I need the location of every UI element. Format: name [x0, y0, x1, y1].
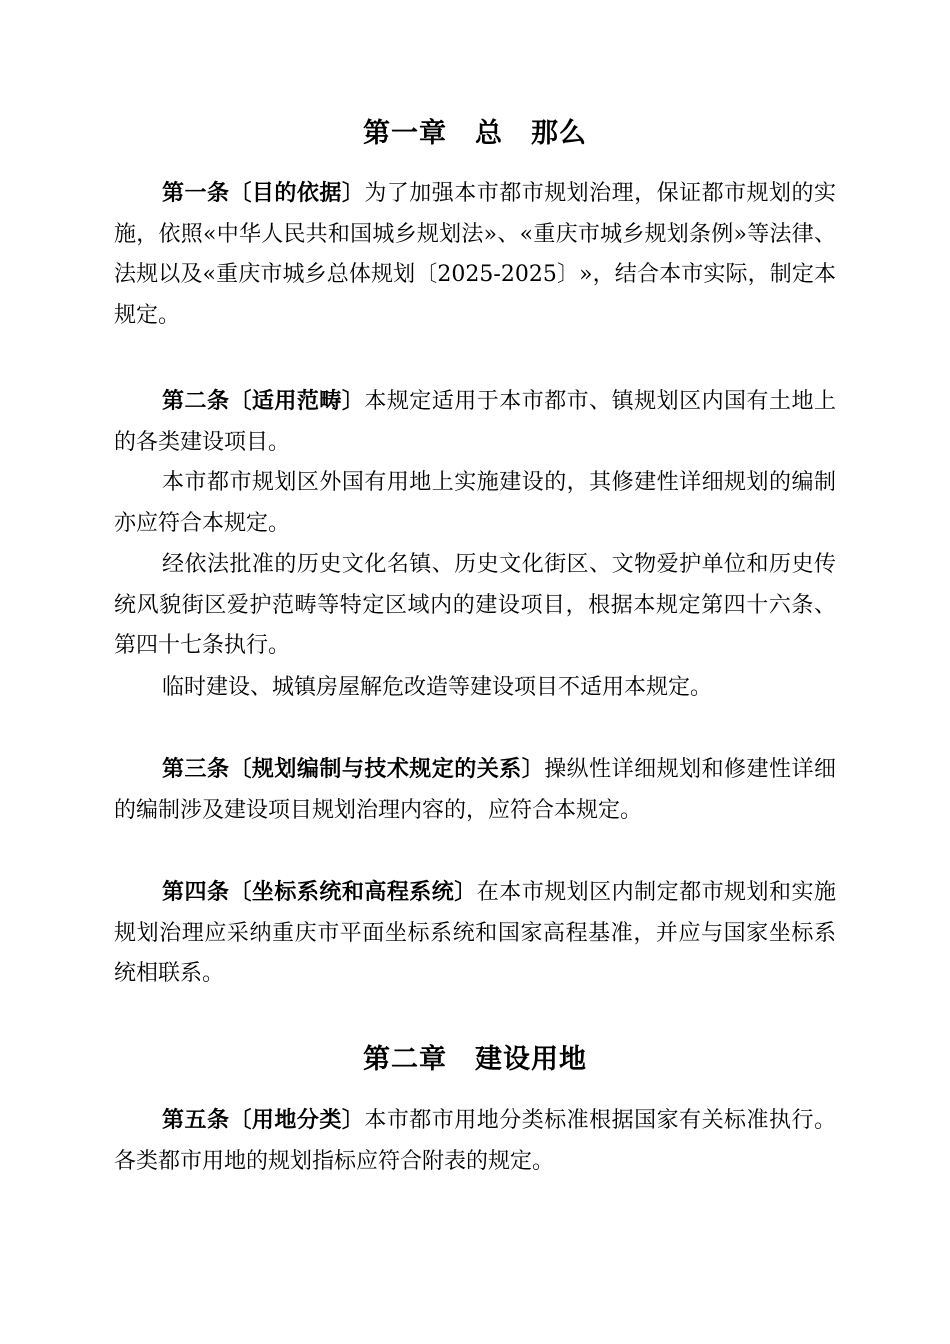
article-3-body: 操纵性详细规划和修建性详细的编制涉及建设项目规划治理内容的，应符合本规定。: [114, 757, 836, 823]
article-2-paragraph-4: 临时建设、城镇房屋解危改造等建设项目不适用本规定。: [162, 675, 713, 700]
article-3-heading: 第三条〔规划编制与技术规定的关系〕: [162, 757, 545, 782]
chapter-1-title: 第一章 总 那么: [363, 118, 587, 149]
article-2-paragraph-3: 经依法批准的历史文化名镇、历史文化街区、文物爱护单位和历史传统风貌街区爱护范畴等特定区域内的建设项目，根据本规定第四十六条、第四十七条执行。: [114, 552, 836, 659]
article-2-body: 本规定适用于本市都市、镇规划区内国有土地上的各类建设项目。: [114, 389, 836, 455]
article-5-body: 本市都市用地分类标准根据国家有关标准执行。各类都市用地的规划指标应符合附表的规定。: [114, 1108, 836, 1174]
article-4-heading: 第四条〔坐标系统和高程系统〕: [162, 880, 477, 905]
article-4-body: 在本市规划区内制定都市规划和实施规划治理应采纳重庆市平面坐标系统和国家高程基准，并应与国家坐标系统相联系。: [114, 880, 836, 987]
article-1-heading: 第一条〔目的依据〕: [162, 181, 365, 206]
article-3: [114, 750, 836, 831]
article-4: [114, 873, 836, 995]
article-2-paragraph-2: 本市都市规划区外国有用地上实施建设的，其修建性详细规划的编制亦应符合本规定。: [114, 470, 836, 536]
chapter-2-title: 第二章 建设用地: [363, 1044, 587, 1075]
article-1: [114, 174, 836, 337]
article-2-heading: 第二条〔适用范畴〕: [162, 389, 365, 414]
article-5: [114, 1101, 836, 1182]
article-1-body: 为了加强本市都市规划治理，保证都市规划的实施，依照«中华人民共和国城乡规划法»、«重庆市城乡规划条例»等法律、法规以及«重庆市城乡总体规划〔2025-2025〕»，结合本市实际，制定本规定。: [114, 181, 836, 329]
article-5-heading: 第五条〔用地分类〕: [162, 1108, 365, 1133]
article-2: [114, 382, 836, 463]
